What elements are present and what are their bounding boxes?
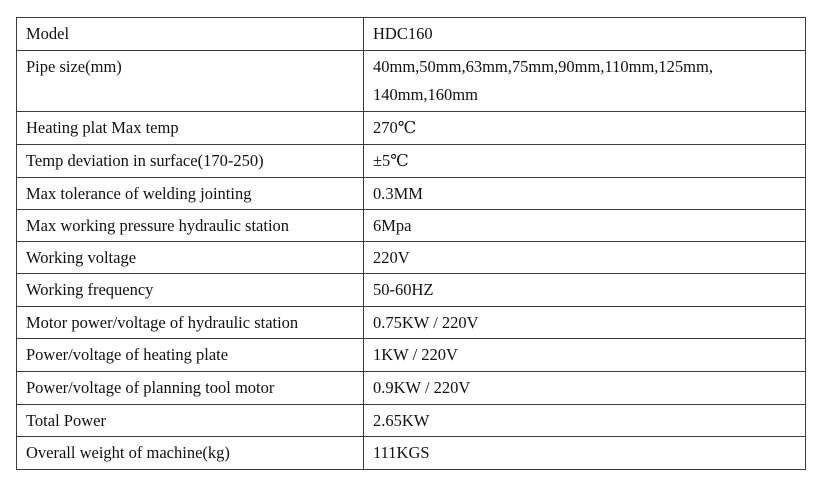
spec-value: 2.65KW [364, 405, 806, 437]
spec-label: Max working pressure hydraulic station [17, 210, 364, 242]
spec-value: 270℃ [364, 112, 806, 145]
table-row [17, 372, 806, 405]
table-row [17, 437, 806, 470]
spec-label: Overall weight of machine(kg) [17, 437, 364, 470]
spec-value: HDC160 [364, 18, 806, 51]
table-row [17, 274, 806, 307]
table-row [17, 307, 806, 339]
spec-table [16, 17, 806, 470]
spec-value: 1KW / 220V [364, 339, 806, 372]
spec-value: 0.9KW / 220V [364, 372, 806, 405]
spec-label: Total Power [17, 405, 364, 437]
spec-label: Heating plat Max temp [17, 112, 364, 145]
spec-label: Power/voltage of heating plate [17, 339, 364, 372]
spec-label: Working voltage [17, 242, 364, 274]
spec-value: 111KGS [364, 437, 806, 470]
table-row [17, 178, 806, 210]
spec-value-line: 40mm,50mm,63mm,75mm,90mm,110mm,125mm, [373, 57, 713, 76]
spec-value: 6Mpa [364, 210, 806, 242]
spec-value-line: 140mm,160mm [373, 85, 478, 104]
spec-value: 0.75KW / 220V [364, 307, 806, 339]
table-row [17, 405, 806, 437]
spec-label: Power/voltage of planning tool motor [17, 372, 364, 405]
table-row [17, 339, 806, 372]
spec-label: Model [17, 18, 364, 51]
spec-label: Temp deviation in surface(170-250) [17, 145, 364, 178]
table-row [17, 242, 806, 274]
spec-label: Motor power/voltage of hydraulic station [17, 307, 364, 339]
spec-label: Working frequency [17, 274, 364, 307]
spec-value: 50-60HZ [364, 274, 806, 307]
spec-label: Pipe size(mm) [17, 51, 364, 112]
table-row [17, 210, 806, 242]
spec-value: 220V [364, 242, 806, 274]
table-row [17, 145, 806, 178]
spec-label: Max tolerance of welding jointing [17, 178, 364, 210]
spec-value [364, 51, 806, 112]
table-row [17, 112, 806, 145]
spec-value: 0.3MM [364, 178, 806, 210]
spec-value: ±5℃ [364, 145, 806, 178]
table-row [17, 51, 806, 112]
table-row [17, 18, 806, 51]
